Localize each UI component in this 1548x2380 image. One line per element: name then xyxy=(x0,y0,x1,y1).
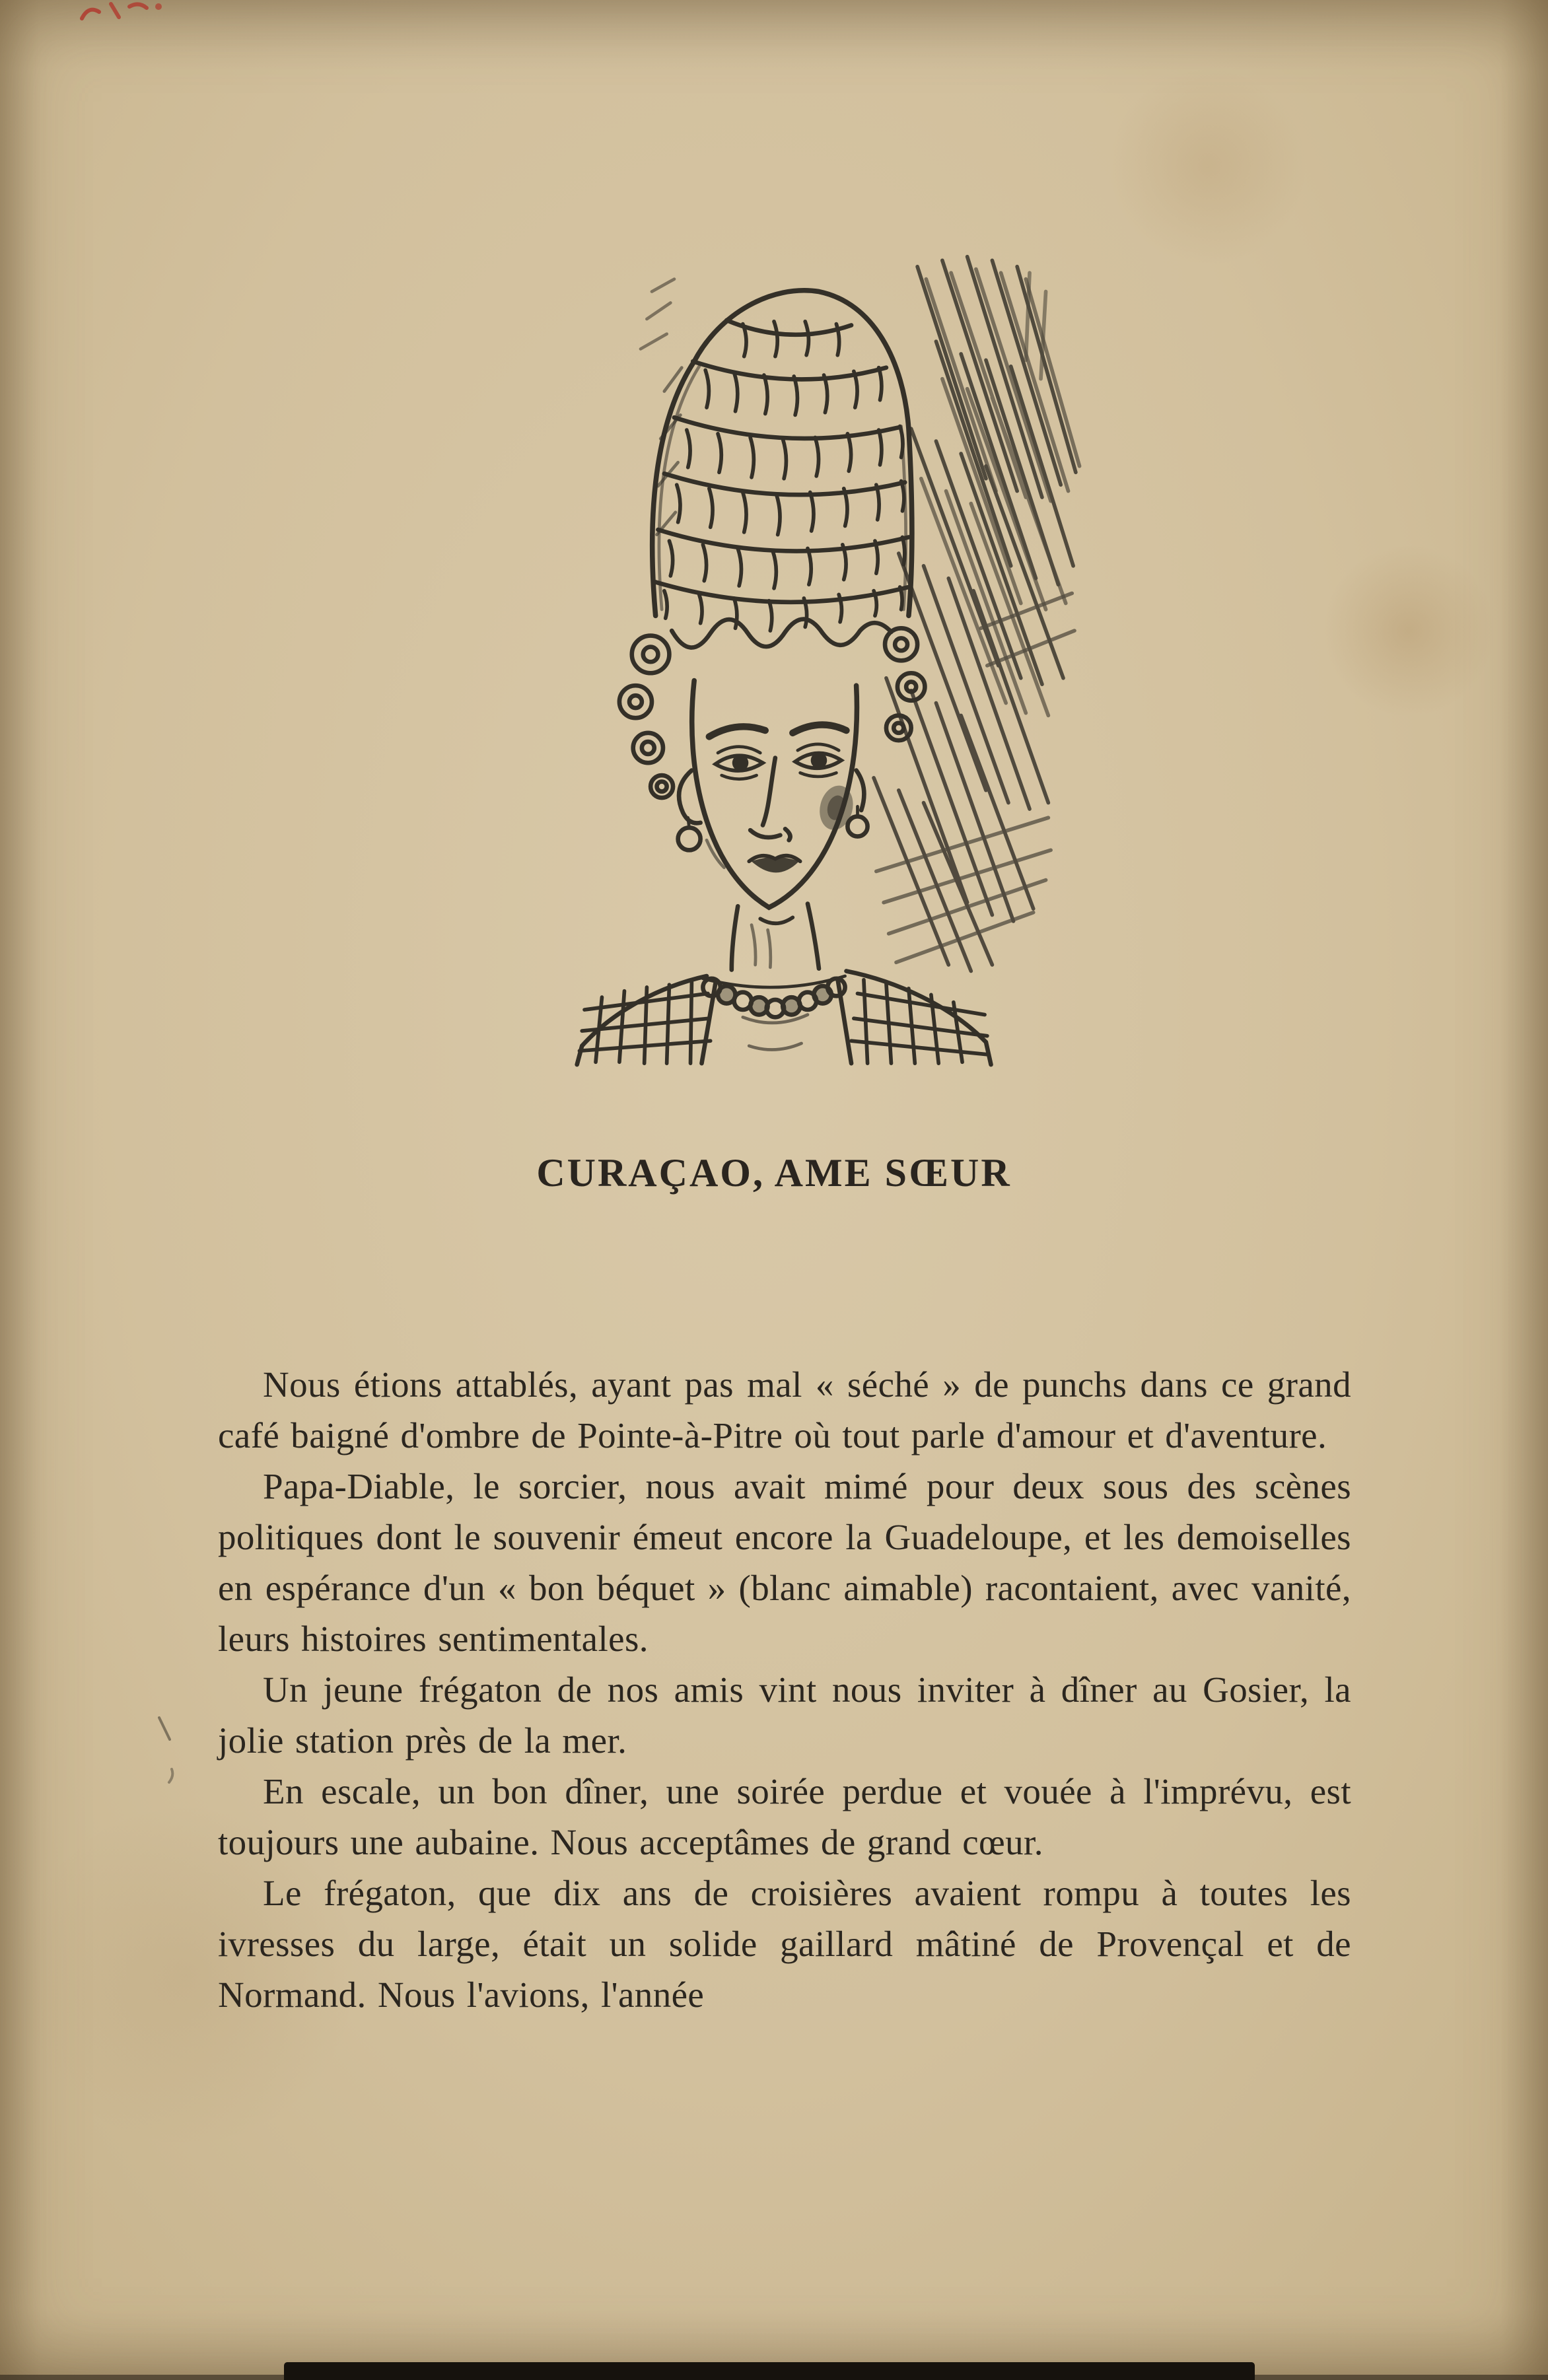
margin-artifact-comma xyxy=(166,1767,176,1784)
margin-artifact-backslash xyxy=(157,1716,172,1742)
text-block xyxy=(218,1359,1351,2020)
paragraph-3: Un jeune frégaton de nos amis vint nous inviter à dîner au Gosier, la jolie station près de la mer. xyxy=(218,1669,1351,1761)
paragraph-2: Papa-Diable, le sorcier, nous avait mimé pour deux sous des scènes politiques dont le souvenir émeut encore la Guadeloupe, et les demoiselles en espérance d'un « bon béquet » (blanc aimable) racontaient, avec vanité, leurs histoires sentimentales. xyxy=(218,1466,1351,1659)
paragraph-4: En escale, un bon dîner, une soirée perdue et vouée à l'imprévu, est toujours une aubaine. Nous acceptâmes de grand cœur. xyxy=(218,1771,1351,1862)
woman-portrait-illustration xyxy=(462,242,1086,1090)
neck-necklace-group xyxy=(703,904,845,1018)
face-group xyxy=(678,681,868,924)
scan-edge-artifact xyxy=(284,2362,1255,2380)
earring-right-icon xyxy=(847,816,867,836)
earring-left-icon xyxy=(678,827,701,850)
hatching-shading-group xyxy=(874,257,1080,971)
chapter-title: CURAÇAO, AME SŒUR xyxy=(536,1151,1012,1195)
turban-headwrap-group xyxy=(641,279,912,631)
scan-artifact-red-marks xyxy=(77,0,182,25)
paragraph-1: Nous étions attablés, ayant pas mal « séché » de punchs dans ce grand café baigné d'ombre de Pointe-à-Pitre où tout parle d'amour et d'aventure. xyxy=(218,1364,1351,1455)
plaid-garment-group xyxy=(577,971,991,1065)
woman-headwrap-ink-sketch xyxy=(462,242,1086,1090)
paragraph-5: Le frégaton, que dix ans de croisières avaient rompu à toutes les ivresses du large, était un solide gaillard mâtiné de Provençal et de Normand. Nous l'avions, l'année xyxy=(218,1873,1351,2015)
